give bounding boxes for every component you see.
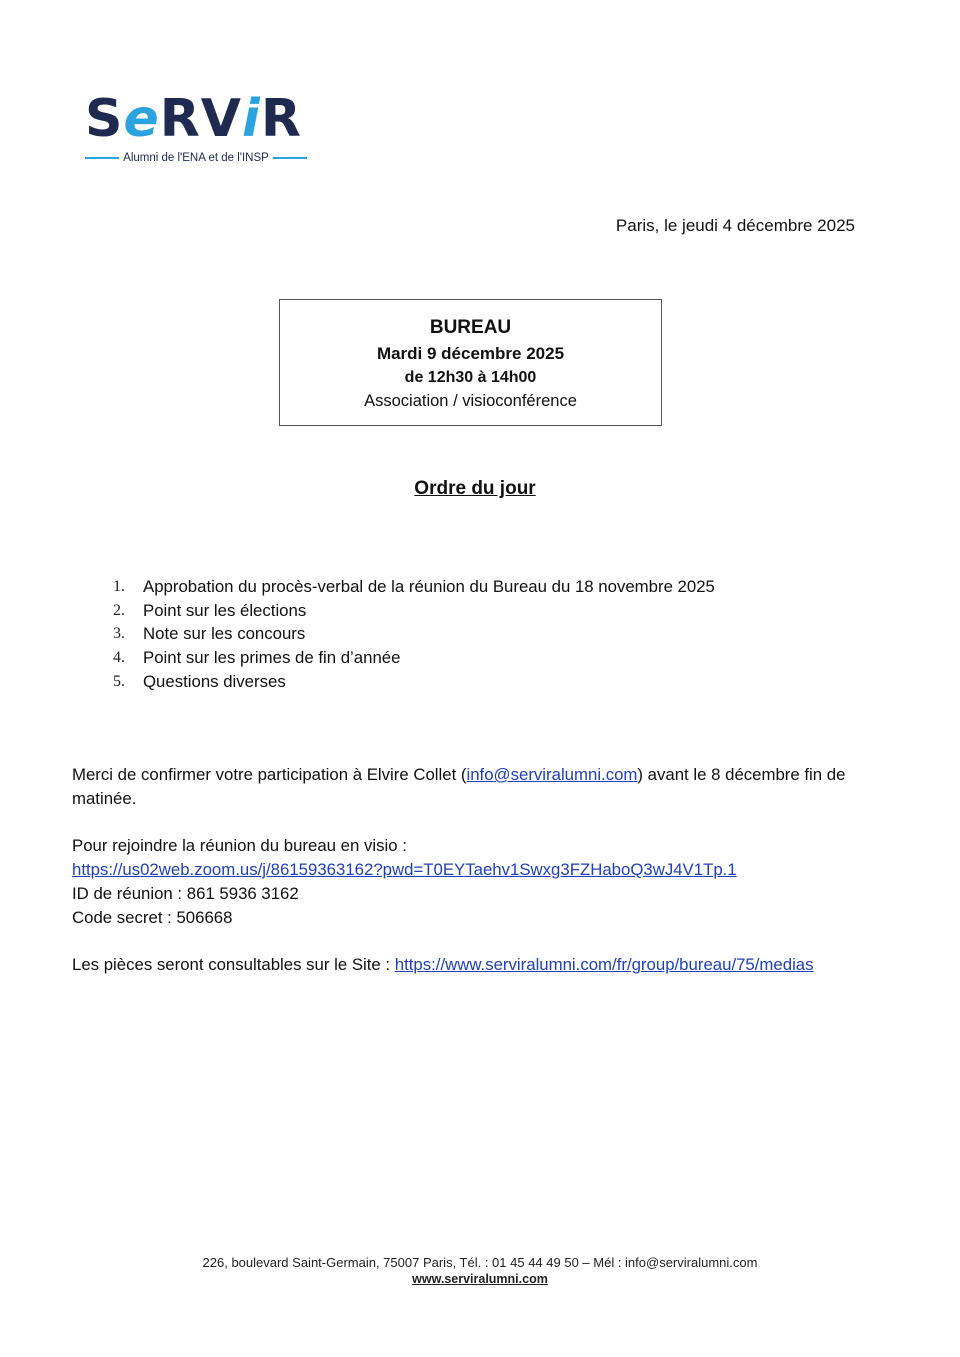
documents-link[interactable]: https://www.serviralumni.com/fr/group/bureau/75/medias — [394, 955, 814, 974]
agenda-list — [113, 575, 715, 693]
agenda-title: Ordre du jour — [414, 478, 536, 499]
agenda-item: 4. Point sur les primes de fin d’année — [113, 648, 401, 668]
servir-logo — [85, 88, 307, 170]
visio-section — [72, 834, 892, 930]
meeting-title: BUREAU — [429, 317, 512, 338]
agenda-item: 2. Point sur les élections — [113, 600, 307, 620]
footer — [0, 1255, 960, 1286]
footer-address: 226, boulevard Saint-Germain, 75007 Paris, Tél. : 01 45 44 49 50 – Mél : info@serviralumni.com — [202, 1255, 758, 1270]
confirmation-paragraph: Merci de confirmer votre participation à Elvire Collet (info@serviralumni.com) avant le 8 décembre fin de matinée. — [72, 765, 846, 808]
meeting-location: Association / visioconférence — [364, 392, 577, 410]
confirmation-email-link[interactable]: info@serviralumni.com — [466, 765, 638, 784]
agenda-item: 1. Approbation du procès-verbal de la réunion du Bureau du 18 novembre 2025 — [113, 577, 715, 596]
footer-website-link[interactable]: www.serviralumni.com — [412, 1272, 548, 1286]
meeting-info-box — [279, 299, 662, 426]
logo-subtitle-text: Alumni de l'ENA et de l'INSP — [123, 152, 269, 164]
meeting-id: ID de réunion : 861 5936 3162 — [72, 884, 299, 903]
logo-rule-left — [85, 157, 119, 159]
logo-subtitle — [85, 152, 307, 164]
zoom-link[interactable]: https://us02web.zoom.us/j/86159363162?pwd=T0EYTaehv1Swxg3FZHaboQ3wJ4V1Tp.1 — [72, 860, 737, 879]
meeting-time: de 12h30 à 14h00 — [404, 369, 537, 386]
agenda-item: 5. Questions diverses — [113, 671, 286, 691]
secret-code: Code secret : 506668 — [72, 908, 233, 927]
documents-paragraph: Les pièces seront consultables sur le Site : https://www.serviralumni.com/fr/group/bureau/75/medias — [72, 955, 814, 974]
letter-date: Paris, le jeudi 4 décembre 2025 — [615, 216, 855, 235]
logo-wordmark: SeRViR — [85, 89, 302, 149]
visio-intro: Pour rejoindre la réunion du bureau en visio : — [72, 836, 407, 855]
logo-rule-right — [273, 157, 307, 159]
meeting-date: Mardi 9 décembre 2025 — [376, 344, 565, 363]
agenda-item: 3. Note sur les concours — [113, 624, 306, 644]
